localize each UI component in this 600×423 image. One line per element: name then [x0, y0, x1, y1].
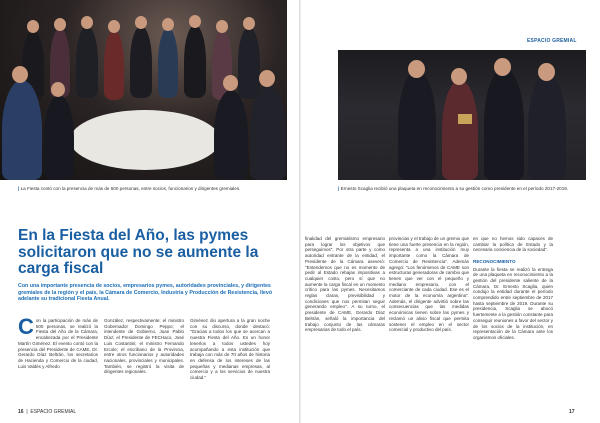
footer-left: 16 | ESPACIO GREMIAL	[18, 409, 77, 415]
article-headline: En la Fiesta del Año, las pymes solicitaron que no se aumente la carga fiscal	[18, 227, 259, 277]
caption-text: Ernesto Scaglia recibió una plaqueta en reconocimiento a su gestión como presidente en el período 2017-2019.	[340, 186, 569, 191]
page-number: 17	[569, 409, 575, 415]
plaque-icon	[458, 114, 472, 124]
section-subhead: RECONOCIMIENTO	[473, 258, 516, 264]
photo-caption-left	[18, 186, 278, 192]
drop-cap: C	[18, 318, 34, 339]
body-column-6	[473, 236, 553, 404]
article-lead: Con una importante presencia de socios, empresarios pymes, autoridades provinciales, y dirigentes gremiales de la región y el país, la Cámara de Comercio, Industria y Producción de Resistencia, llevó adelante su tradicional Fiesta Anual.	[18, 283, 273, 303]
caption-marker: |	[338, 186, 340, 191]
body-text: González, respectivamente; el ministro Gobernador Domingo Peppo; el intendente de Gobierno, Juan Pablo Díaz; el Presidente de FECHaco, José Luis Costantini; el ministro Fernando Ercole; el escribano de la Provincia, entre otros funcionarios y autoridades nacionales, provinciales y municipales. También, se registró la visita de dirigentes regionales.	[104, 318, 184, 375]
body-column-1	[18, 318, 98, 404]
body-text: Giménez dio apertura a la gran noche con su discurso, donde destacó: "Gracias a todos los que se acercan a nuestra Fiesta del Año. Es un honor tenerlos a todos ustedes hoy acompañando a esta institución que trabaja con más de 70 años de historia en defensa de los intereses de las pequeñas y medianas empresas, al comercio y a los servicios de nuestra ciudad."	[190, 318, 270, 381]
body-text: finalidad del gremialismo empresario para lograr los objetivos que perseguimos". Por otra parte y como autoridad entrante de la entidad, el Presidente de la Cámara aseveró: "Entendemos que no es momento de pedir al Estado rebajas impositivas a cualquier costo, pero sí que no aumente la carga fiscal en un momento crítico para las pymes. Necesitamos reglas claras, previsibilidad y condiciones que nos permitan seguir generando empleo". A su turno, el presidente de CAME, Gerardo Díaz Beltrán, señaló la importancia del trabajo conjunto de las cámaras empresarias de todo el país.	[305, 236, 385, 333]
page-number: 16	[18, 409, 24, 415]
body-column-5	[389, 236, 469, 404]
left-page	[0, 0, 299, 423]
body-text: en que no hemos sido capaces de cambiar la política de Estado y la necesaria conciencia de la sociedad".	[473, 236, 553, 253]
body-text: provincias y el trabajo de un gremio que tiene una fuerte presencia en la región, representa a una institución muy importante como la Cámara de Comercio de Resistencia". Además agregó: "Los fenómenos de CAME son estructuras generadoras de cambio que tienen que ver con el pequeño y mediano empresario, con el comerciante de cada ciudad. Ese es el motor de la economía argentina". Además, el dirigente advirtió sobre las consecuencias que las medidas económicas tienen sobre las pymes y reclamó un alivio fiscal que permita sostener el empleo en el sector comercial y productivo del país.	[389, 236, 469, 333]
event-crowd-photo	[0, 0, 287, 180]
right-page	[301, 0, 600, 423]
body-column-3	[190, 318, 270, 404]
body-column-4	[305, 236, 385, 404]
caption-marker: |	[18, 186, 20, 191]
section-tag: ESPACIO GREMIAL	[527, 38, 577, 44]
caption-text: La Fiesta contó con la presencia de más de 500 personas, entre socios, funcionarios y dirigentes gremiales.	[20, 186, 241, 191]
award-photo	[338, 50, 586, 180]
body-text: on la participación de más de 500 personas, se realizó la Fiesta del Año de la Cámara, encabezada por el Presidente Martín Giménez. El evento contó con la presencia del Presidente de CAME, Dr. Gerardo Díaz Beltrán, los secretarios de Hacienda y Comercio de la ciudad, Luis Valdés y Alfredo	[18, 318, 98, 369]
footer-section-label: ESPACIO GREMIAL	[30, 409, 77, 415]
photo-caption-right	[338, 186, 588, 192]
body-column-2	[104, 318, 184, 404]
body-text: Durante la fiesta se realizó la entrega de una plaqueta en reconocimiento a la gestión del presidente saliente de la Cámara, Dr. Ernesto Scaglia, quien condujo la entidad durante el período comprendido entre septiembre de 2017 hasta septiembre de 2019. Durante su presidencia, Scaglia se abocó fuertemente a la gestión constante para conseguir reuniones a favor del sector y de los socios de la institución, en representación de la Cámara ante los organismos oficiales.	[473, 266, 553, 340]
